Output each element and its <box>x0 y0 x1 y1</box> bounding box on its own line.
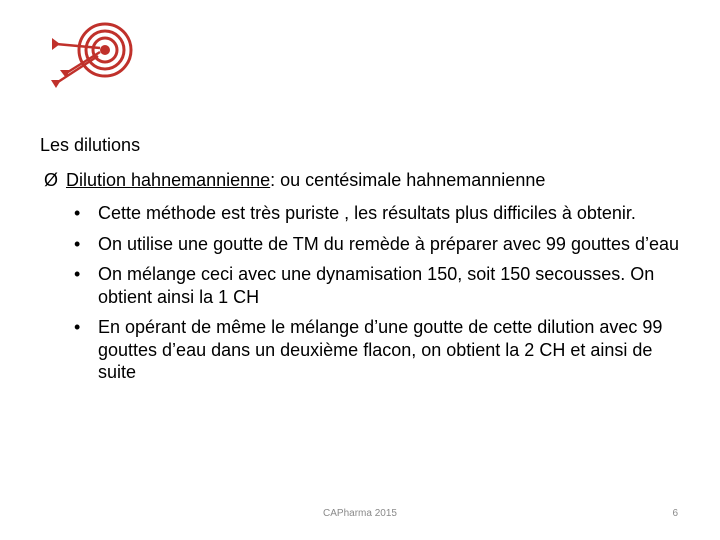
bullet-dot-icon: • <box>74 203 81 223</box>
bullet-dot-icon: • <box>74 264 81 284</box>
bullet-dot-icon: • <box>74 233 81 254</box>
list-item-text: On mélange ceci avec une dynamisation 150, soit 150 secousses. On obtient ainsi la 1 CH <box>98 264 655 307</box>
bullet-list <box>74 202 692 392</box>
list-item-text: On utilise une goutte de TM du remède à préparer avec 99 gouttes d’eau <box>98 233 680 254</box>
target-with-arrows-icon <box>50 20 140 95</box>
slide-heading: Les dilutions <box>40 135 141 155</box>
arrow-bullet-icon: Ø <box>44 170 59 190</box>
subheading <box>44 169 545 191</box>
list-item <box>74 263 692 308</box>
subheading-underlined: Dilution hahnemannienne <box>66 170 271 190</box>
list-item-text: Cette méthode est très puriste , les résultats plus difficiles à obtenir. <box>98 203 636 223</box>
footer-text: CAPharma 2015 <box>323 508 397 519</box>
subheading-rest: : ou centésimale hahnemannienne <box>270 170 546 190</box>
list-item-text: En opérant de même le mélange d’une goutte de cette dilution avec 99 gouttes d’eau dans un deuxième flacon, on obtient la 2 CH et ainsi de suite <box>98 317 663 382</box>
list-item <box>74 316 692 384</box>
list-item <box>74 233 692 256</box>
list-item <box>74 202 692 225</box>
bullet-dot-icon: • <box>74 317 81 337</box>
page-number: 6 <box>672 508 678 519</box>
